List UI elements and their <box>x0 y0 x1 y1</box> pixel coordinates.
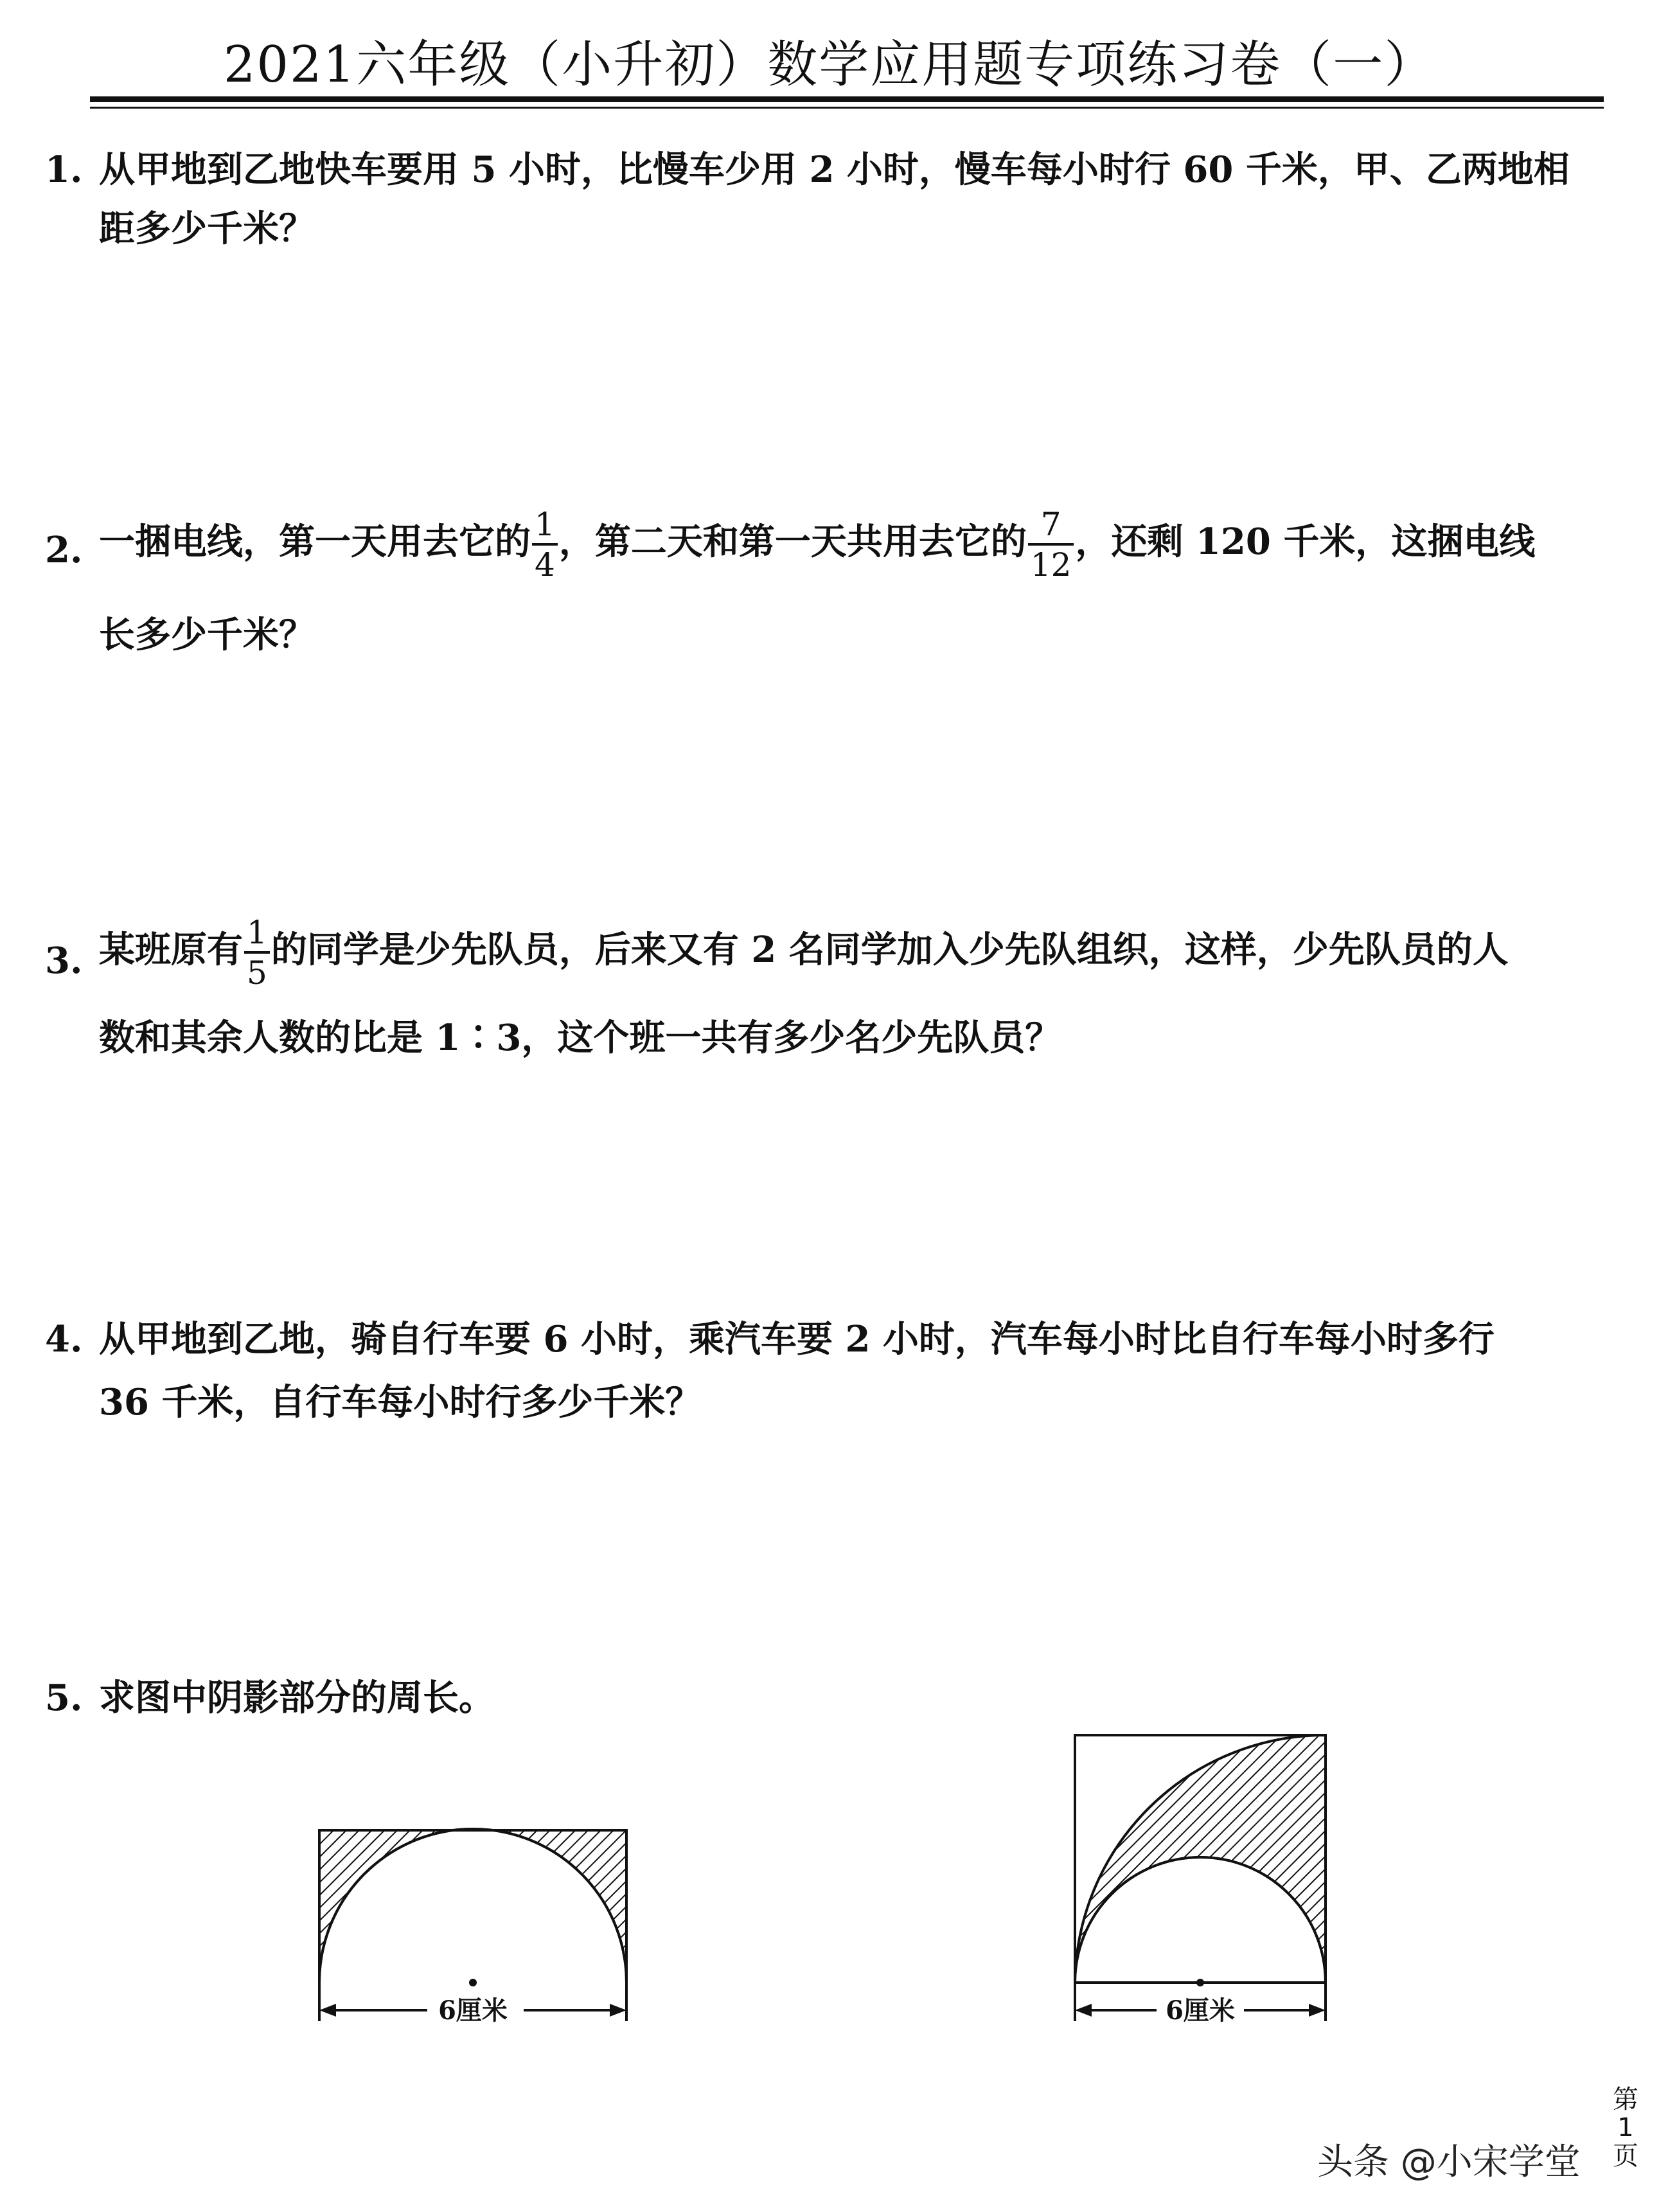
page-number-value: 1 <box>1617 2113 1634 2143</box>
dimension-label: 6厘米 <box>1166 1995 1235 2026</box>
arrow-head-left <box>319 2004 336 2017</box>
title-rule-thin <box>90 107 1604 109</box>
dimension-label: 6厘米 <box>438 1995 508 2026</box>
fraction-numerator: 1 <box>247 914 267 951</box>
question-text-line-1: 从甲地到乙地快车要用 5 小时，比慢车少用 2 小时，慢车每小时行 60 千米，甲、乙两地相 <box>99 148 1570 191</box>
question-text-line-2: 36 千米，自行车每小时行多少千米？ <box>99 1381 702 1423</box>
question-number: 4. <box>45 1318 83 1360</box>
question-text: 的同学是少先队员，后来又有 2 名同学加入少先队组织，这样，少先队员的人 <box>271 929 1509 972</box>
question-2 <box>45 508 1613 662</box>
question-3 <box>45 916 1613 1070</box>
fraction <box>532 508 558 582</box>
question-text-line-1: 从甲地到乙地，骑自行车要 6 小时，乘汽车要 2 小时，汽车每小时比自行车每小时多行 <box>99 1318 1495 1360</box>
question-text-line-2: 距多少千米？ <box>99 208 315 250</box>
fraction-numerator: 7 <box>1040 506 1061 543</box>
page-number-prefix: 第 <box>1613 2085 1638 2114</box>
title-rule-thick <box>90 96 1604 102</box>
fraction <box>1028 508 1074 582</box>
question-text-line-2: 长多少千米？ <box>99 614 315 656</box>
fraction-denominator: 12 <box>1028 543 1074 582</box>
question-4 <box>45 1318 1613 1423</box>
question-1 <box>45 148 1613 250</box>
question-number: 2. <box>45 529 83 571</box>
watermark: 头条 @小宋学堂 <box>1317 2141 1581 2183</box>
center-point <box>469 1979 477 1986</box>
question-text-line-1 <box>99 508 1535 582</box>
page-title: 2021六年级（小升初）数学应用题专项练习卷（一） <box>223 36 1436 94</box>
question-number: 5. <box>45 1677 83 1719</box>
question-text: ，还剩 120 千米，这捆电线 <box>1075 521 1536 564</box>
fraction <box>244 916 270 990</box>
shaded-region <box>319 1829 626 1983</box>
question-text: ，第二天和第一天共用去它的 <box>558 521 1027 564</box>
arrow-head-right <box>1309 2004 1326 2017</box>
page-number-suffix: 页 <box>1613 2141 1638 2171</box>
page-number <box>1610 2085 1642 2170</box>
question-text-line-1 <box>99 916 1509 990</box>
center-point <box>1196 1979 1204 1986</box>
question-number: 3. <box>45 940 83 982</box>
arrow-head-right <box>610 2004 626 2017</box>
arrow-head-left <box>1075 2004 1092 2017</box>
question-text-line-1: 求图中阴影部分的周长。 <box>99 1677 495 1719</box>
fraction-denominator: 5 <box>244 951 270 990</box>
question-number: 1. <box>45 148 83 191</box>
fraction-denominator: 4 <box>532 543 558 582</box>
figure-square-quarter-circle <box>1060 1722 1343 2031</box>
question-text: 某班原有 <box>99 929 243 972</box>
question-5 <box>45 1677 1613 1725</box>
fraction-numerator: 1 <box>535 506 555 543</box>
question-text: 一捆电线，第一天用去它的 <box>99 521 531 564</box>
figure-rectangle-semicircle <box>308 1812 643 2031</box>
question-text-line-2: 数和其余人数的比是 1∶3，这个班一共有多少名少先队员？ <box>99 1017 1061 1059</box>
